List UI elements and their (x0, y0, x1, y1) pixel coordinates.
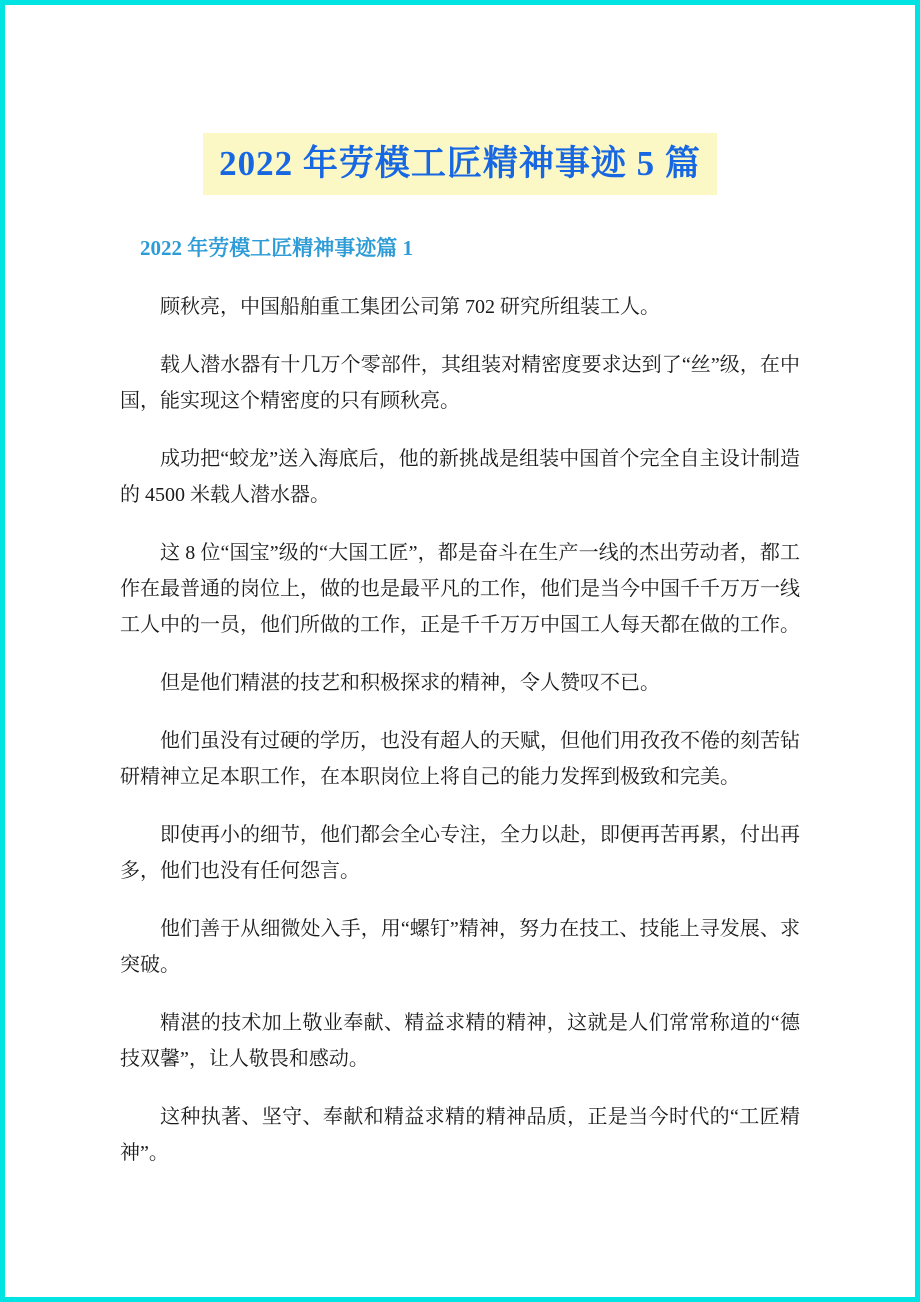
article-text (120, 289, 800, 1171)
page-title (120, 133, 800, 195)
paragraph: 他们虽没有过硬的学历，也没有超人的天赋，但他们用孜孜不倦的刻苦钻研精神立足本职工作，在本职岗位上将自己的能力发挥到极致和完美。 (120, 730, 800, 788)
paragraph: 成功把“蛟龙”送入海底后，他的新挑战是组装中国首个完全自主设计制造的 4500 米载人潜水器。 (120, 448, 800, 506)
paragraph: 但是他们精湛的技艺和积极探求的精神，令人赞叹不已。 (160, 672, 660, 694)
page-title-highlight: 2022 年劳模工匠精神事迹 5 篇 (203, 133, 717, 195)
document-body (5, 5, 915, 1171)
paragraph: 这 8 位“国宝”级的“大国工匠”，都是奋斗在生产一线的杰出劳动者，都工作在最普通的岗位上，做的也是最平凡的工作，他们是当今中国千千万万一线工人中的一员，他们所做的工作，正是千千万万中国工人每天都在做的工作。 (120, 542, 800, 636)
paragraph: 精湛的技术加上敬业奉献、精益求精的精神，这就是人们常常称道的“德技双馨”，让人敬畏和感动。 (120, 1012, 800, 1070)
paragraph: 他们善于从细微处入手，用“螺钉”精神，努力在技工、技能上寻发展、求突破。 (120, 918, 800, 976)
paragraph: 载人潜水器有十几万个零部件，其组装对精密度要求达到了“丝”级，在中国，能实现这个精密度的只有顾秋亮。 (120, 354, 800, 412)
paragraph: 这种执著、坚守、奉献和精益求精的精神品质，正是当今时代的“工匠精神”。 (120, 1106, 800, 1164)
section-heading: 2022 年劳模工匠精神事迹篇 1 (140, 236, 413, 260)
paragraph: 即使再小的细节，他们都会全心专注，全力以赴，即便再苦再累，付出再多，他们也没有任何怨言。 (120, 824, 800, 882)
paragraph: 顾秋亮，中国船舶重工集团公司第 702 研究所组装工人。 (160, 296, 660, 318)
